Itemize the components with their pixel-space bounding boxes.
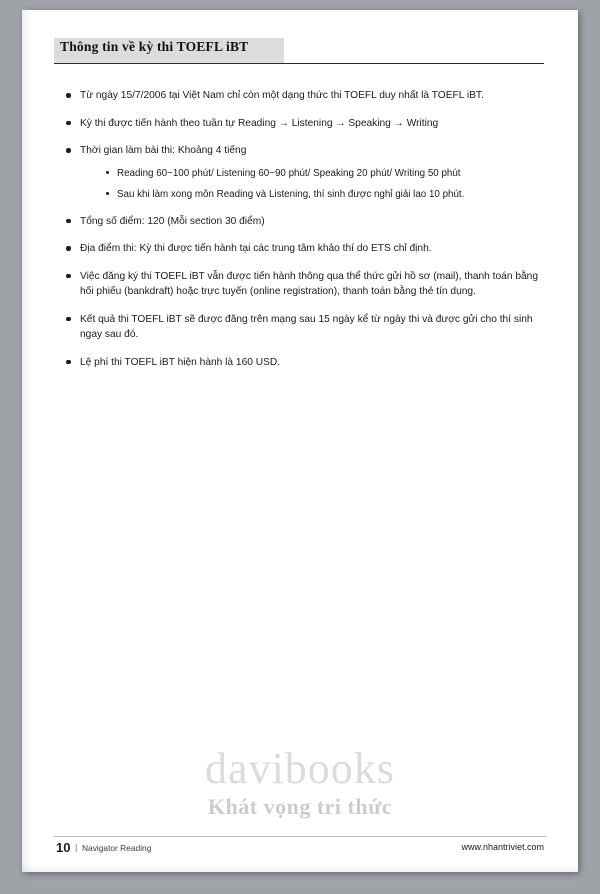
- sub-list-item-text: Sau khi làm xong môn Reading và Listening, thí sinh được nghỉ giải lao 10 phút.: [117, 188, 465, 200]
- watermark-slogan: Khát vọng tri thức: [207, 794, 393, 819]
- list-item: [64, 269, 542, 300]
- list-item-text: Thời gian làm bài thi: Khoảng 4 tiếng: [80, 145, 247, 156]
- list-item: [64, 143, 542, 202]
- list-item: [64, 355, 542, 371]
- list-item-text: Từ ngày 15/7/2006 tại Việt Nam chỉ còn một dạng thức thi TOEFL duy nhất là TOEFL iBT.: [80, 90, 484, 101]
- footer-website: www.nhantriviet.com: [461, 842, 544, 852]
- sub-list-item-text: Reading 60~100 phút/ Listening 60~90 phút/ Speaking 20 phút/ Writing 50 phút: [117, 167, 461, 179]
- footer-separator: |: [75, 842, 78, 852]
- page-title: Thông tin về kỳ thi TOEFL iBT: [60, 39, 249, 54]
- watermark-brand: davibooks: [205, 744, 395, 793]
- sub-list: [80, 166, 542, 202]
- watermark: [22, 746, 578, 820]
- sub-list-item: [106, 187, 542, 202]
- list-item-text: Việc đăng ký thi TOEFL iBT vẫn được tiến hành thông qua thể thức gửi hồ sơ (mail), thanh toán bằng hối phiếu (bankdraft) hoặc trực tuyến (online registration), thanh toán bằng thẻ tín dụng.: [80, 270, 539, 297]
- footer-divider-line: [54, 836, 546, 837]
- page-edge-shadow-bottom: [22, 864, 578, 872]
- list-item-text: Địa điểm thi: Kỳ thi được tiến hành tại các trung tâm khảo thí do ETS chỉ định.: [80, 243, 432, 254]
- title-underline: [54, 63, 544, 65]
- list-item: [64, 312, 542, 343]
- footer-book-title: Navigator Reading: [82, 843, 152, 853]
- bullet-list: [64, 88, 542, 382]
- page-content-area: [22, 10, 578, 872]
- document-page: [22, 10, 578, 872]
- list-item: [64, 214, 542, 230]
- list-item-text: Lệ phí thi TOEFL iBT hiện hành là 160 USD.: [80, 356, 281, 368]
- page-footer: [22, 836, 578, 858]
- list-item-text: Kỳ thi được tiến hành theo tuần tự Reading → Listening → Speaking → Writing: [80, 117, 439, 129]
- list-item-text: Tổng số điểm: 120 (Mỗi section 30 điểm): [80, 215, 265, 227]
- list-item-text: Kết quả thi TOEFL iBT sẽ được đăng trên mạng sau 15 ngày kể từ ngày thi và được gửi cho thí sinh ngay sau đó.: [80, 313, 533, 340]
- sub-list-item: [106, 166, 542, 181]
- list-item: [64, 88, 542, 104]
- page-number: 10: [56, 840, 71, 855]
- page-edge-shadow-left: [22, 10, 32, 872]
- list-item: [64, 116, 542, 132]
- list-item: [64, 241, 542, 257]
